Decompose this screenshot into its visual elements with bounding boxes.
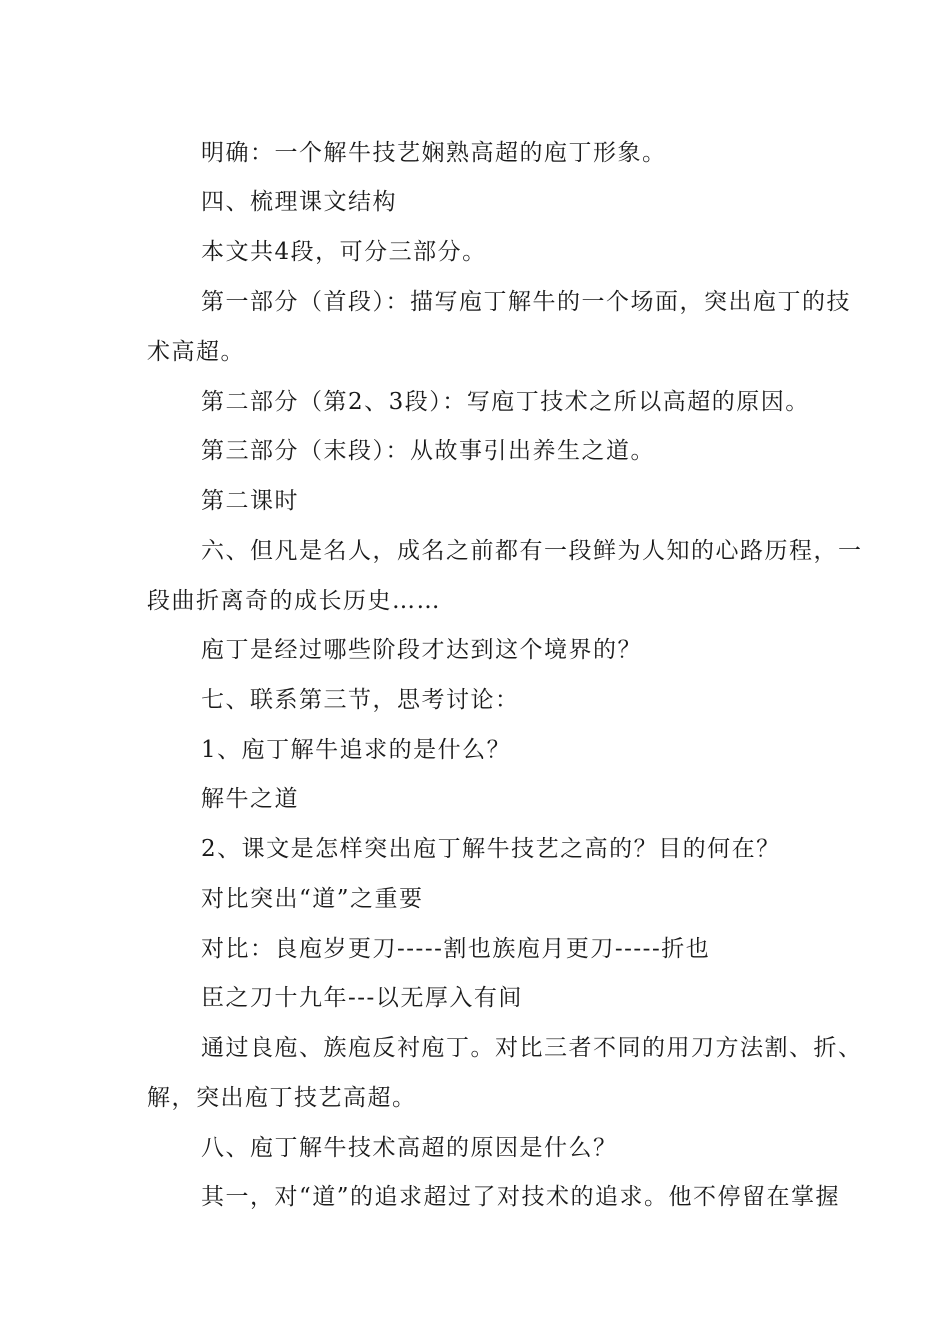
paragraph-line: 明确：一个解牛技艺娴熟高超的庖丁形象。 [201, 140, 667, 166]
question-line: 2、课文是怎样突出庖丁解牛技艺之高的？目的何在？ [201, 836, 781, 862]
paragraph-line: 第二部分（第2、3段）：写庖丁技术之所以高超的原因。 [201, 389, 810, 415]
section-heading: 第二课时 [201, 488, 299, 514]
answer-line: 解牛之道 [201, 786, 299, 812]
paragraph-line: 臣之刀十九年---以无厚入有间 [201, 985, 523, 1011]
section-heading: 八、庖丁解牛技术高超的原因是什么？ [201, 1135, 618, 1161]
paragraph-line: 第三部分（末段）：从故事引出养生之道。 [201, 438, 655, 464]
question-line: 1、庖丁解牛追求的是什么？ [201, 737, 512, 763]
paragraph-line: 对比：良庖岁更刀-----割也族庖月更刀-----折也 [201, 936, 711, 962]
paragraph-line: 其一，对“道”的追求超过了对技术的追求。他不停留在掌握 [201, 1184, 841, 1210]
paragraph-line: 段曲折离奇的成长历史…… [147, 588, 441, 614]
paragraph-line: 本文共4段，可分三部分。 [201, 239, 487, 265]
section-heading: 七、联系第三节，思考讨论： [201, 687, 520, 713]
paragraph-line: 通过良庖、族庖反衬庖丁。对比三者不同的用刀方法割、折、 [201, 1035, 863, 1061]
paragraph-line: 解，突出庖丁技艺高超。 [147, 1085, 417, 1111]
section-heading: 四、梳理课文结构 [201, 189, 397, 215]
paragraph-line: 术高超。 [147, 339, 245, 365]
paragraph-line: 六、但凡是名人，成名之前都有一段鲜为人知的心路历程，一 [201, 538, 863, 564]
answer-line: 对比突出“道”之重要 [201, 886, 424, 912]
paragraph-line: 庖丁是经过哪些阶段才达到这个境界的？ [201, 637, 642, 663]
paragraph-line: 第一部分（首段）：描写庖丁解牛的一个场面，突出庖丁的技 [201, 289, 851, 315]
